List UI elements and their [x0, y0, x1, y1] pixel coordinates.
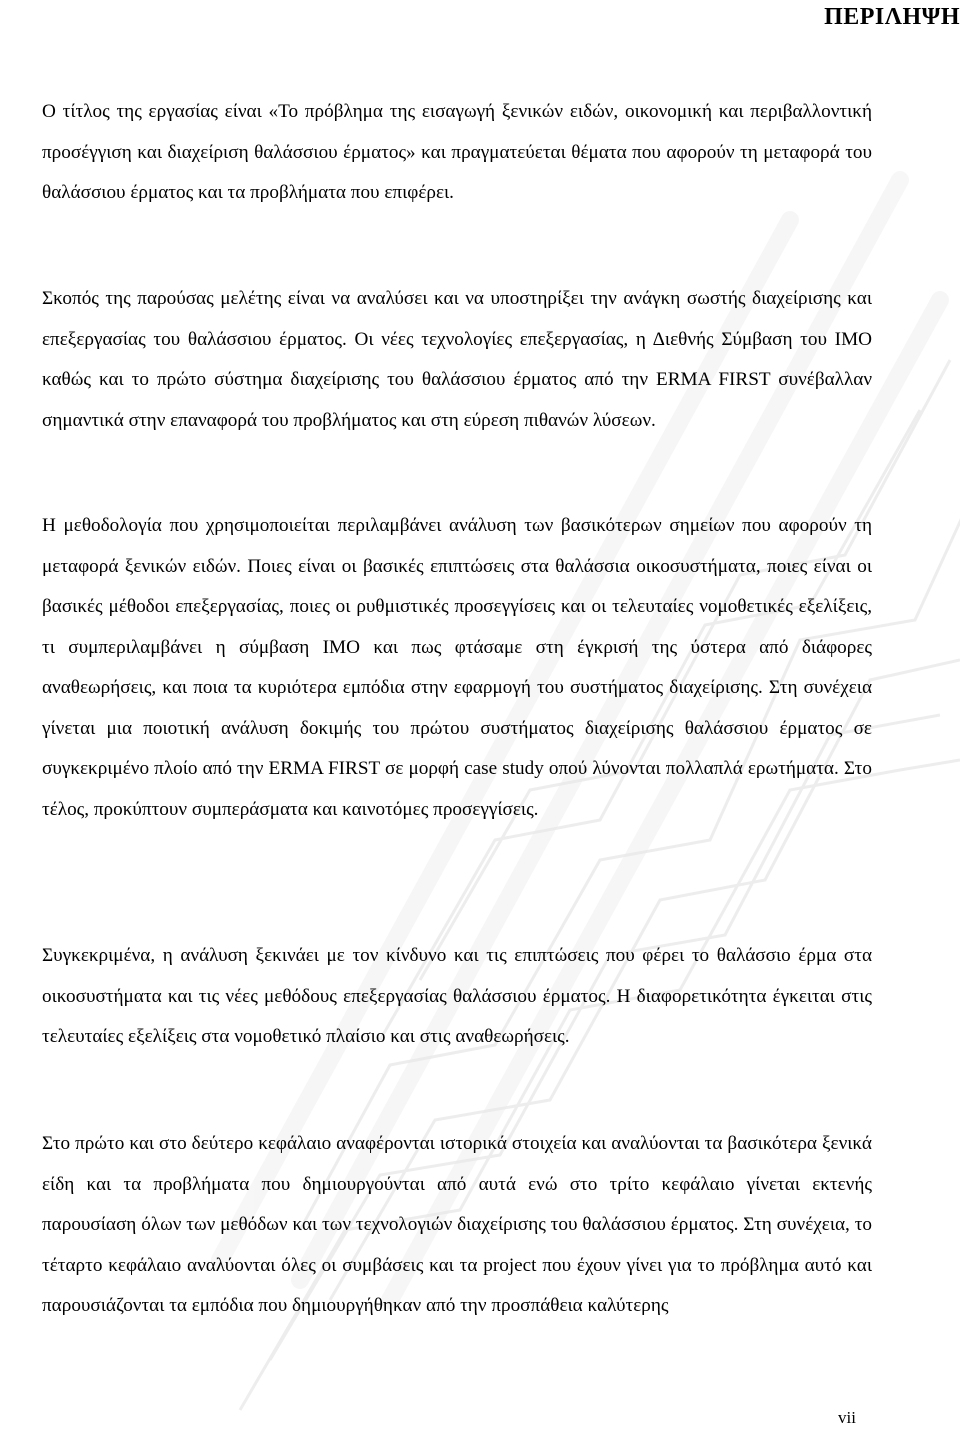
- page-number: vii: [838, 1408, 856, 1427]
- document-page: [42, 0, 960, 1431]
- abstract-paragraph-1: Ο τίτλος της εργασίας είναι «Το πρόβλημα της εισαγωγή ξενικών ειδών, οικονομική και περιβαλλοντική προσέγγιση και διαχείριση θαλάσσιου έρματος» και πραγματεύεται θέματα που αφορούν τη μεταφορά του θαλάσσιου έρματος και τα προβλήματα που επιφέρει.: [42, 101, 872, 203]
- abstract-paragraph-4: Συγκεκριμένα, η ανάλυση ξεκινάει με τον κίνδυνο και τις επιπτώσεις που φέρει το θαλάσσιο έρμα στα οικοσυστήματα και τις νέες μεθόδους επεξεργασίας θαλάσσιου έρματος. Η διαφορετικότητα έγκειται στις τελευταίες εξελίξεις στα νομοθετικό πλαίσιο και στις αναθεωρήσεις.: [42, 945, 872, 1047]
- page-title: ΠΕΡΙΛΗΨΗ: [824, 4, 960, 30]
- abstract-paragraph-5: Στο πρώτο και στο δεύτερο κεφάλαιο αναφέρονται ιστορικά στοιχεία και αναλύονται τα βασικότερα ξενικά είδη και τα προβλήματα που δημιουργούνται από αυτά ενώ στο τρίτο κεφάλαιο γίνεται εκτενής παρουσίαση όλων των μεθόδων και των τεχνολογιών διαχείρισης του θαλάσσιου έρματος. Στη συνέχεια, το τέταρτο κεφάλαιο αναλύονται όλες οι συμβάσεις και τα project που έχουν γίνει για το πρόβλημα αυτό και παρουσιάζονται τα εμπόδια που δημιουργήθηκαν από την προσπάθεια καλύτερης: [42, 1133, 872, 1316]
- abstract-paragraph-2: Σκοπός της παρούσας μελέτης είναι να αναλύσει και να υποστηρίξει την ανάγκη σωστής διαχείρισης και επεξεργασίας του θαλάσσιου έρματος. Οι νέες τεχνολογίες επεξεργασίας, η Διεθνής Σύμβαση του ΙΜΟ καθώς και το πρώτο σύστημα διαχείρισης του θαλάσσιου έρματος από την ERMA FIRST συνέβαλλαν σημαντικά στην επαναφορά του προβλήματος και στη εύρεση πιθανών λύσεων.: [42, 288, 872, 431]
- abstract-paragraph-3: Η μεθοδολογία που χρησιμοποιείται περιλαμβάνει ανάλυση των βασικότερων σημείων που αφορούν τη μεταφορά ξενικών ειδών. Ποιες είναι οι βασικές επιπτώσεις στα θαλάσσια οικοσυστήματα, ποιες είναι οι βασικές μέθοδοι επεξεργασίας, ποιες οι ρυθμιστικές προσεγγίσεις και οι τελευταίες νομοθετικές εξελίξεις, τι συμπεριλαμβάνει η σύμβαση ΙΜΟ και πως φτάσαμε στη έγκρισή της ύστερα από διάφορες αναθεωρήσεις, και ποια τα κυριότερα εμπόδια στην εφαρμογή του συστήματος διαχείρισης. Στη συνέχεια γίνεται μια ποιοτική ανάλυση δοκιμής του πρώτου συστήματος διαχείρισης θαλάσσιου έρματος σε συγκεκριμένο πλοίο από την ERMA FIRST σε μορφή case study οπού λύνονται πολλαπλά ερωτήματα. Στο τέλος, προκύπτουν συμπεράσματα και καινοτόμες προσεγγίσεις.: [42, 515, 872, 820]
